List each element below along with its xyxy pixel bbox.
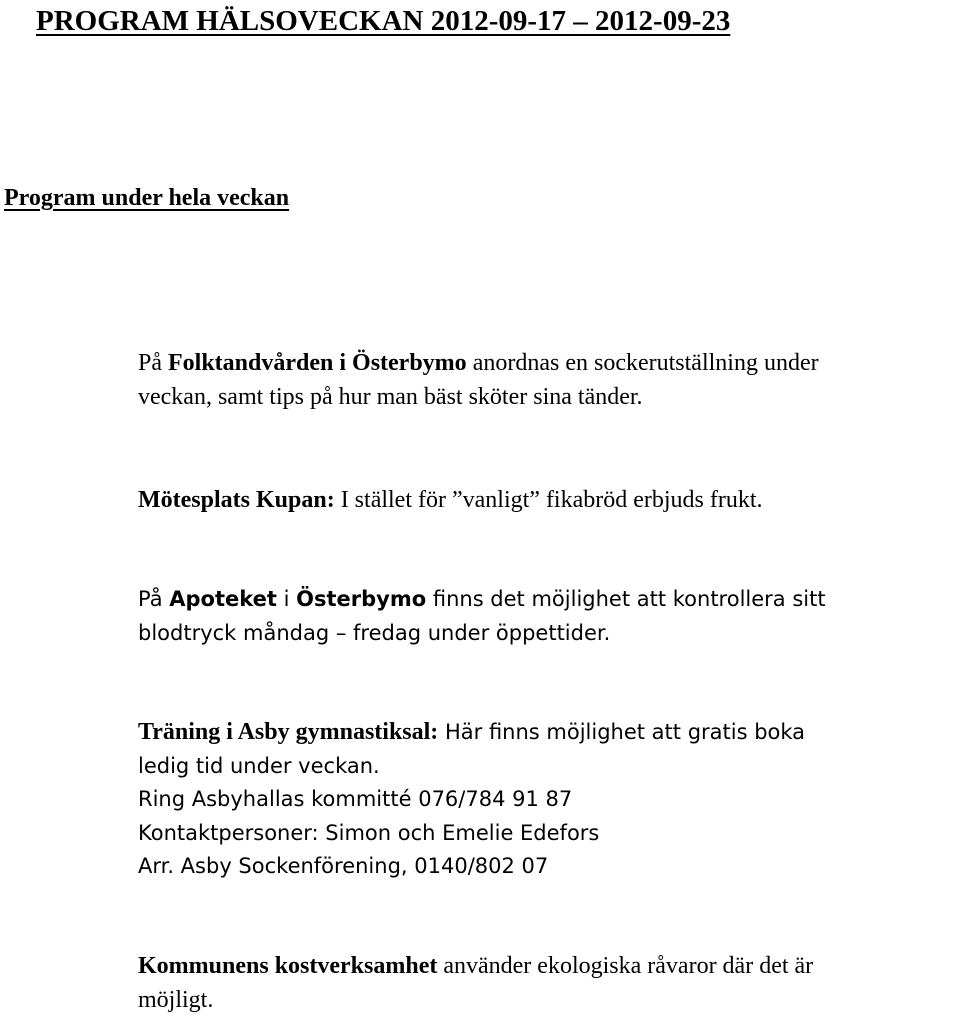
traning-paragraph: [138, 716, 805, 884]
kommunens-line-2: möjligt.: [138, 984, 813, 1017]
folktandvarden-line-2: veckan, samt tips på hur man bäst sköter sina tänder.: [138, 381, 819, 415]
apoteket-paragraph: [138, 583, 826, 650]
apoteket-mid: i: [277, 587, 296, 611]
page-title: PROGRAM HÄLSOVECKAN 2012-09-17 – 2012-09-23: [36, 2, 730, 40]
kommunens-name: Kommunens kostverksamhet: [138, 953, 437, 979]
traning-line-4: Kontaktpersoner: Simon och Emelie Edefors: [138, 817, 805, 851]
apoteket-text: finns det möjlighet att kontrollera sitt: [426, 587, 825, 611]
kommunens-text: använder ekologiska råvaror där det är: [437, 953, 813, 979]
apoteket-line-1: [138, 583, 826, 617]
traning-text: Här finns möjlighet att gratis boka: [438, 720, 805, 744]
folktandvarden-line-1: [138, 347, 819, 381]
apoteket-name: Apoteket: [169, 587, 277, 611]
traning-line-3: Ring Asbyhallas kommitté 076/784 91 87: [138, 783, 805, 817]
traning-line-5: Arr. Asby Sockenförening, 0140/802 07: [138, 850, 805, 884]
folktandvarden-lead: På: [138, 350, 168, 376]
traning-name: Träning i Asby gymnastiksal:: [138, 719, 438, 745]
kommunens-line-1: [138, 950, 813, 984]
section-heading: Program under hela veckan: [4, 182, 289, 214]
kupan-line: [138, 484, 763, 518]
apoteket-place: Österbymo: [296, 587, 426, 611]
apoteket-lead: På: [138, 587, 169, 611]
apoteket-line-2: blodtryck måndag – fredag under öppettider.: [138, 617, 826, 651]
folktandvarden-name: Folktandvården i Österbymo: [168, 350, 467, 376]
kommunens-paragraph: [138, 950, 813, 1017]
kupan-text: I stället för ”vanligt” fikabröd erbjuds frukt.: [335, 487, 763, 513]
folktandvarden-text: anordnas en sockerutställning under: [467, 350, 819, 376]
traning-line-1: [138, 716, 805, 750]
kupan-paragraph: [138, 484, 763, 518]
kupan-name: Mötesplats Kupan:: [138, 487, 335, 513]
folktandvarden-paragraph: [138, 347, 819, 414]
traning-line-2: ledig tid under veckan.: [138, 750, 805, 784]
